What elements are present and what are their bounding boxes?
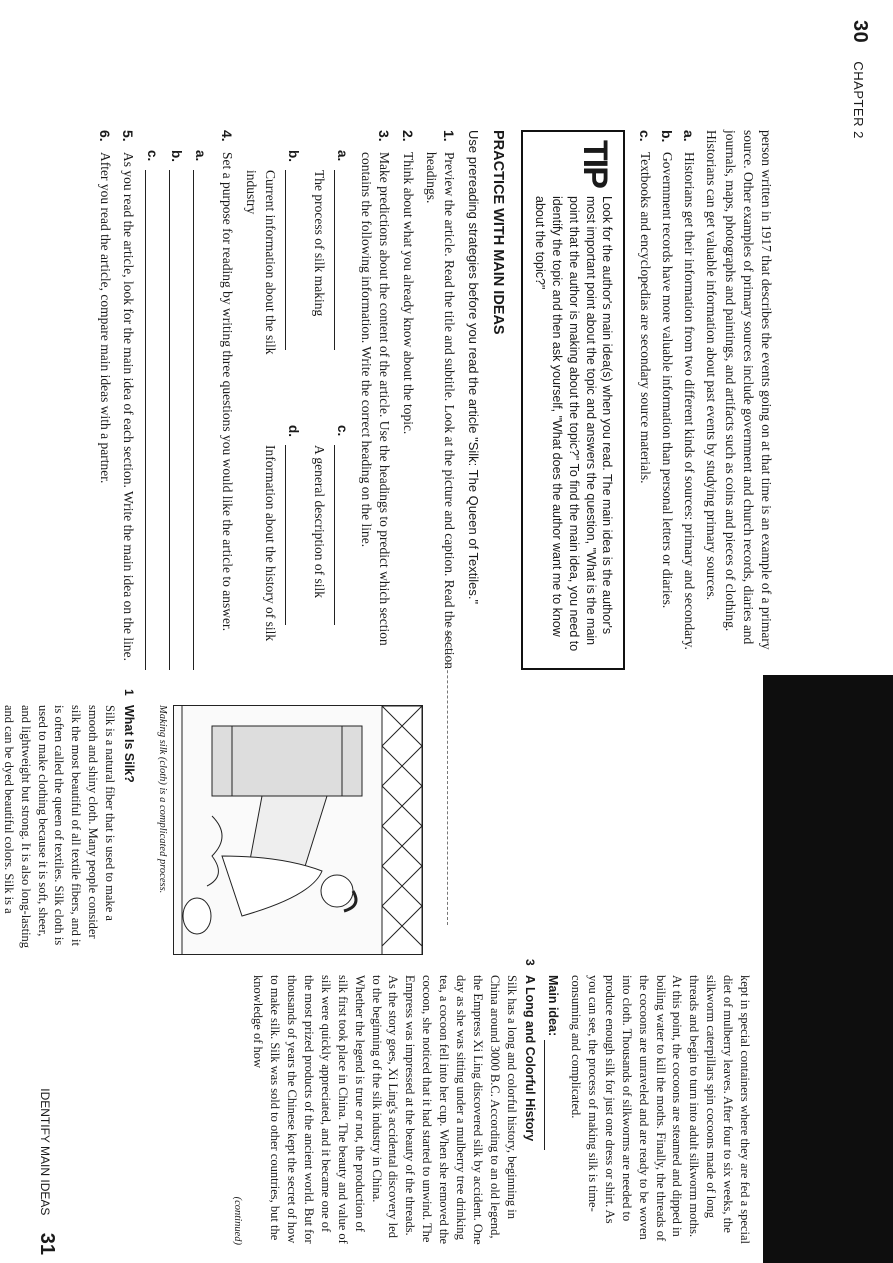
section-3-heading: 3 A Long and Colorful History [523,959,538,1142]
practice-item-3: 3. Make predictions about the content of the article. Use the headings to predict which section contains the following information. Write the correct heading on the line. [359,130,393,646]
practice-item-4: 4. Set a purpose for reading by writing three questions you would like the article to answer. [219,130,236,632]
statement-b: b. Government records have more valuable information than personal letters or diaries. [658,130,675,609]
prediction-a: a. The process of silk making [310,150,351,395]
prediction-grid [242,150,351,670]
question-lines [141,150,213,670]
prediction-d: d. Information about the history of silk [262,425,301,642]
section-1-heading: 1 What Is Silk? [122,689,136,783]
section-2-text-right: kept in special containers where they are fed a special diet of mulberry leaves. After four to six weeks, the silkworm caterpillars spin cocoons made of long threads and begin to turn into adult silkworm moths. At this point, the cocoons are steamed and dipped in boiling water to kill the moths. Finally, the threads of the cocoons are unraveled and are ready to be woven into cloth. Thousands of silkworms are needed to produce enough silk for just one dress or shirt. As you can see, the process of making silk is time-consuming and complicated. [569,975,752,1244]
black-band [763,675,893,1263]
main-idea-2-input[interactable] [545,1040,560,1150]
question-line-a[interactable]: a. [189,150,213,670]
prediction-d-input[interactable] [285,445,302,625]
tip-text: Look for the author's main idea(s) when you read. The main idea is the author's most important point about the topic and answers the question, "What is the main point that the author is making about the topic?" To find the main idea, you need to identify the topic and then ask yourself, "What does the author want me to know about the topic?" [532,196,615,652]
section-3-text: Silk has a long and colorful history, beginning in China around 3000 B.C. According to an old legend, the Empress Xi Ling discovered silk by accident. One day as she was sitting under a mulberry tree drinking tea, a cocoon fell into her cup. When she removed the cocoon, she noticed that it had started to unwind. The Empress was impressed at the beauty of the threads. As the story goes, Xi Ling's accidental discovery led to the beginning of the silk industry in China. Whether the legend is true or not, the production of silk first took place in China. The beauty and value of silk were quickly appreciated, and it became one of the most prized products of the ancient world. But for thousands of years the Chinese kept the secret of how to make silk. Silk was sold to other countries, but the knowledge of how [251,975,519,1245]
prediction-b-input[interactable] [285,170,302,350]
chapter-label: CHAPTER 2 [851,61,866,139]
practice-item-6: 6. After you read the article, compare main ideas with a partner. [96,130,113,484]
page-30-column [91,130,775,670]
article-column-left [0,689,143,955]
statement-c: c. Textbooks and encyclopedias are secondary source materials. [636,130,653,484]
practice-item-2: 2. Think about what you already know about the topic. [399,130,416,435]
footer-label: IDENTIFY MAIN IDEAS [38,1088,52,1216]
page-number: 30 [849,20,871,44]
page-31 [0,675,893,1263]
intro-paragraph: person written in 1917 that describes the events going on at that time is an example of a primary source. Other examples of primary sources include government and church records, diaries and journals, maps, photographs and paintings, and artifacts such as coins and pieces of clothing. Historians can get valuable information about past events by studying primary sources. [704,130,774,650]
article-column-right [229,959,753,1245]
prediction-c: c. A general description of silk [310,425,351,670]
loom-drawing-icon [173,706,422,955]
continued-label: (continued) [231,1196,243,1245]
page-footer [35,1055,58,1255]
prediction-a-input[interactable] [334,170,351,350]
page-number-31: 31 [36,1232,58,1255]
practice-title: PRACTICE WITH MAIN IDEAS [490,130,507,335]
silk-making-illustration [173,705,423,955]
section-1-text: Silk is a natural fiber that is used to make a smooth and shiny cloth. Many people consider silk the most beautiful of all textile fibers, and it is often called the queen of textiles. Silk cloth is used to make clothing because it is soft, sheer, and lightweight but strong. It is also long-lasting and can be dyed beautiful colors. Silk is a [1,705,118,949]
practice-item-1: 1. Preview the article. Read the title and subtitle. Look at the picture and caption. Read the section headings. [423,130,457,669]
tip-box [521,130,625,670]
practice-intro: Use prereading strategies before you read the article "Silk: The Queen of Textiles." [465,130,481,605]
practice-item-5: 5. As you read the article, look for the main idea of each section. Write the main idea on the line. [120,130,137,662]
question-line-b[interactable]: b. [165,150,189,670]
page-header [848,20,871,139]
tip-icon: TIP [576,140,615,187]
question-line-c[interactable]: c. [141,150,165,670]
statement-a: a. Historians get their information from two different kinds of sources: primary and secondary. [681,130,698,650]
prediction-b: b. Current information about the silk industry [244,150,301,355]
illustration-caption: Making silk (cloth) is a complicated process. [157,705,168,894]
main-idea-2: Main idea: [545,975,562,1245]
prediction-c-input[interactable] [334,445,351,625]
